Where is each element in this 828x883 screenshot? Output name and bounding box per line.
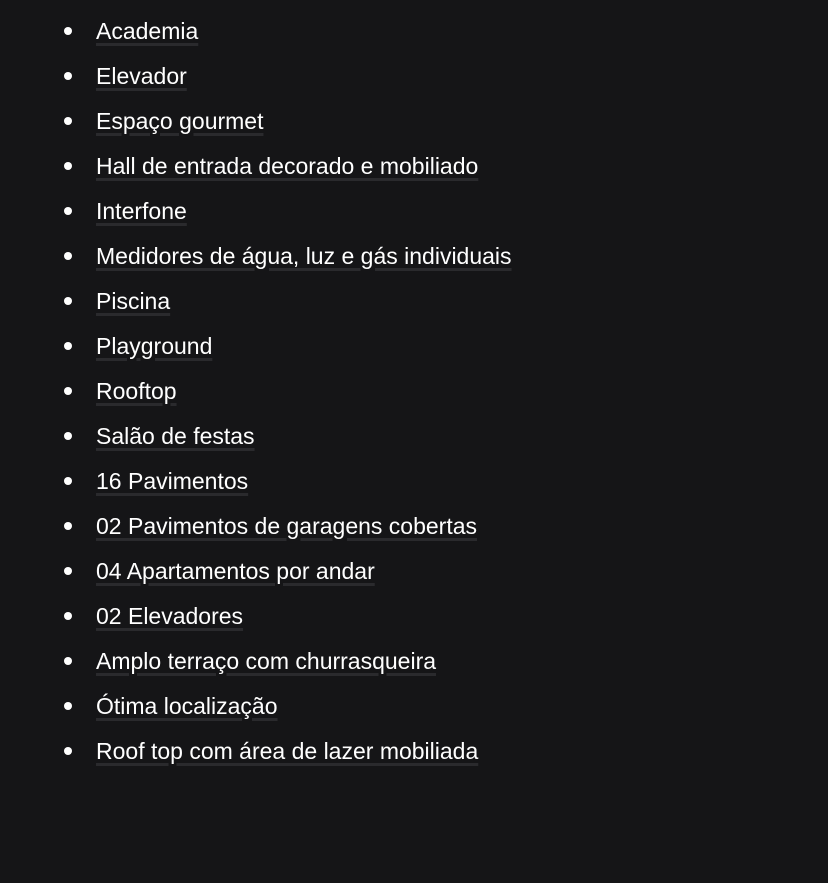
bullet-icon xyxy=(64,747,72,755)
features-list xyxy=(0,8,828,773)
bullet-icon xyxy=(64,27,72,35)
feature-label: Piscina xyxy=(96,287,171,314)
bullet-icon xyxy=(64,162,72,170)
bullet-icon xyxy=(64,477,72,485)
list-item xyxy=(0,548,828,593)
list-item xyxy=(0,188,828,233)
list-item xyxy=(0,458,828,503)
list-item xyxy=(0,683,828,728)
list-item xyxy=(0,278,828,323)
bullet-icon xyxy=(64,432,72,440)
list-item xyxy=(0,233,828,278)
feature-label: Roof top com área de lazer mobiliada xyxy=(96,737,479,764)
bullet-icon xyxy=(64,387,72,395)
list-item xyxy=(0,593,828,638)
feature-label: 16 Pavimentos xyxy=(96,467,249,494)
bullet-icon xyxy=(64,252,72,260)
bullet-icon xyxy=(64,117,72,125)
feature-label: 04 Apartamentos por andar xyxy=(96,557,375,584)
bullet-icon xyxy=(64,702,72,710)
bullet-icon xyxy=(64,657,72,665)
list-item xyxy=(0,413,828,458)
list-item xyxy=(0,98,828,143)
bullet-icon xyxy=(64,342,72,350)
feature-label: Amplo terraço com churrasqueira xyxy=(96,647,437,674)
list-item xyxy=(0,368,828,413)
list-item xyxy=(0,8,828,53)
list-item xyxy=(0,323,828,368)
list-item xyxy=(0,728,828,773)
feature-label: Espaço gourmet xyxy=(96,107,264,134)
feature-label: Hall de entrada decorado e mobiliado xyxy=(96,152,479,179)
feature-label: 02 Elevadores xyxy=(96,602,244,629)
list-item xyxy=(0,503,828,548)
feature-label: 02 Pavimentos de garagens cobertas xyxy=(96,512,478,539)
bullet-icon xyxy=(64,612,72,620)
list-item xyxy=(0,638,828,683)
bullet-icon xyxy=(64,72,72,80)
bullet-icon xyxy=(64,207,72,215)
bullet-icon xyxy=(64,567,72,575)
feature-label: Playground xyxy=(96,332,213,359)
feature-label: Elevador xyxy=(96,62,187,89)
feature-label: Salão de festas xyxy=(96,422,255,449)
feature-label: Interfone xyxy=(96,197,187,224)
list-item xyxy=(0,53,828,98)
feature-label: Rooftop xyxy=(96,377,177,404)
list-item xyxy=(0,143,828,188)
bullet-icon xyxy=(64,522,72,530)
bullet-icon xyxy=(64,297,72,305)
feature-label: Academia xyxy=(96,17,199,44)
feature-label: Ótima localização xyxy=(96,692,278,719)
feature-label: Medidores de água, luz e gás individuais xyxy=(96,242,512,269)
